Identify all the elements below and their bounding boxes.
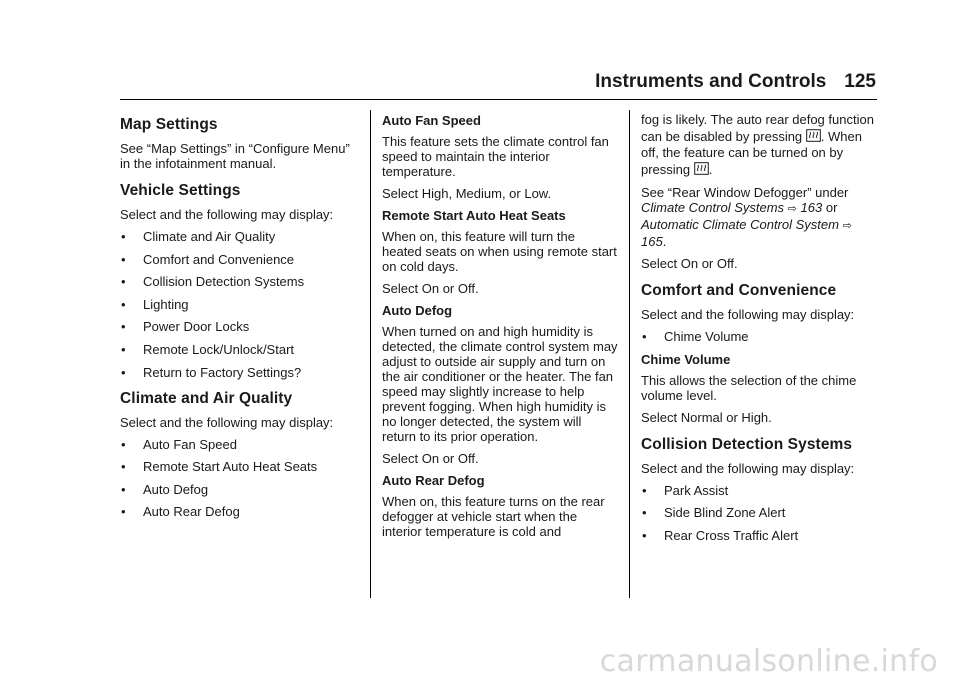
remote-start-heat-seats-select: Select On or Off. bbox=[382, 281, 479, 296]
collision-list bbox=[641, 483, 877, 543]
list-item: • Park Assist bbox=[642, 482, 729, 498]
header-rule bbox=[120, 99, 877, 100]
remote-start-heat-seats-text: When on, this feature will turn the heated seats on when using remote start on cold days. bbox=[382, 229, 617, 274]
reference-link[interactable]: Automatic Climate Control System bbox=[641, 217, 839, 232]
vehicle-settings-intro: Select and the following may display: bbox=[120, 207, 334, 222]
comfort-list bbox=[641, 329, 877, 344]
map-settings-text: See “Map Settings” in “Configure Menu” in the infotainment manual. bbox=[120, 141, 350, 171]
auto-defog-text: When turned on and high humidity is detected, the climate control system may adjust to outside air supply and turn on the air conditioner or the heater. The fan speed may slightly increase to help prevent fogging. When high humidity is no longer detected, the system will return to its prior operation. bbox=[382, 324, 618, 444]
comfort-convenience-heading: Comfort and Convenience bbox=[641, 282, 837, 299]
page-ref-arrow-icon: ⇨ bbox=[787, 203, 797, 215]
column-divider bbox=[629, 110, 630, 598]
map-settings-heading: Map Settings bbox=[120, 116, 218, 133]
remote-start-heat-seats-heading: Remote Start Auto Heat Seats bbox=[382, 208, 566, 223]
list-item: • Power Door Locks bbox=[121, 319, 250, 335]
chime-volume-heading: Chime Volume bbox=[641, 351, 731, 367]
auto-rear-defog-continued: fog is likely. The auto rear defog function can be disabled by pressing . When off, the feature can be turned on by pressing . bbox=[641, 112, 874, 177]
section-title: Instruments and Controls bbox=[595, 71, 827, 92]
list-item: • Collision Detection Systems bbox=[121, 274, 305, 290]
auto-rear-defog-select: Select On or Off. bbox=[641, 256, 738, 271]
auto-fan-speed-heading: Auto Fan Speed bbox=[382, 113, 481, 128]
reference-link[interactable]: Climate Control Systems bbox=[641, 200, 785, 215]
auto-defog-heading: Auto Defog bbox=[382, 303, 453, 318]
rear-defog-icon bbox=[806, 129, 821, 142]
chime-volume-select: Select Normal or High. bbox=[641, 409, 772, 425]
page-ref-arrow-icon: ⇨ bbox=[842, 220, 852, 232]
auto-defog-select: Select On or Off. bbox=[382, 451, 479, 466]
column-divider bbox=[370, 110, 371, 598]
climate-intro: Select and the following may display: bbox=[120, 414, 334, 430]
list-item: • Rear Cross Traffic Alert bbox=[642, 527, 799, 543]
column-1 bbox=[120, 110, 360, 527]
list-item: • Remote Lock/Unlock/Start bbox=[121, 341, 295, 357]
vehicle-settings-heading: Vehicle Settings bbox=[120, 182, 241, 199]
rear-defog-icon bbox=[694, 162, 709, 175]
page-header bbox=[560, 71, 876, 93]
list-item: • Chime Volume bbox=[642, 329, 749, 344]
climate-list bbox=[120, 437, 360, 520]
page-number: 125 bbox=[844, 71, 876, 92]
list-item: • Remote Start Auto Heat Seats bbox=[121, 459, 318, 475]
list-item: • Auto Defog bbox=[121, 481, 209, 497]
list-item: • Climate and Air Quality bbox=[121, 229, 276, 244]
list-item: • Comfort and Convenience bbox=[121, 251, 295, 267]
chime-volume-text: This allows the selection of the chime volume level. bbox=[641, 372, 857, 403]
collision-intro: Select and the following may display: bbox=[641, 460, 855, 476]
climate-air-quality-heading: Climate and Air Quality bbox=[120, 389, 293, 407]
auto-fan-speed-select: Select High, Medium, or Low. bbox=[382, 186, 552, 201]
auto-rear-defog-heading: Auto Rear Defog bbox=[382, 473, 485, 488]
collision-detection-heading: Collision Detection Systems bbox=[641, 435, 853, 453]
list-item: • Side Blind Zone Alert bbox=[642, 505, 786, 521]
list-item: • Auto Fan Speed bbox=[121, 436, 237, 452]
comfort-intro: Select and the following may display: bbox=[641, 307, 855, 322]
auto-rear-defog-text: When on, this feature turns on the rear defogger at vehicle start when the interior temperature is cold and bbox=[382, 494, 605, 539]
rear-defog-reference: See “Rear Window Defogger” under Climate Control Systems ⇨ 163 or Automatic Climate Control System ⇨ 165. bbox=[641, 185, 852, 249]
vehicle-settings-list bbox=[120, 229, 360, 380]
list-item: • Auto Rear Defog bbox=[121, 504, 240, 520]
column-2 bbox=[382, 110, 618, 546]
list-item: • Lighting bbox=[121, 296, 189, 312]
list-item: • Return to Factory Settings? bbox=[121, 364, 302, 380]
column-3 bbox=[641, 110, 877, 550]
watermark: carmanualsonline.info bbox=[599, 644, 938, 679]
reference-page[interactable]: 163 bbox=[800, 200, 823, 215]
auto-fan-speed-text: This feature sets the climate control fan speed to maintain the interior temperature. bbox=[382, 134, 609, 179]
reference-page[interactable]: 165 bbox=[641, 234, 663, 249]
